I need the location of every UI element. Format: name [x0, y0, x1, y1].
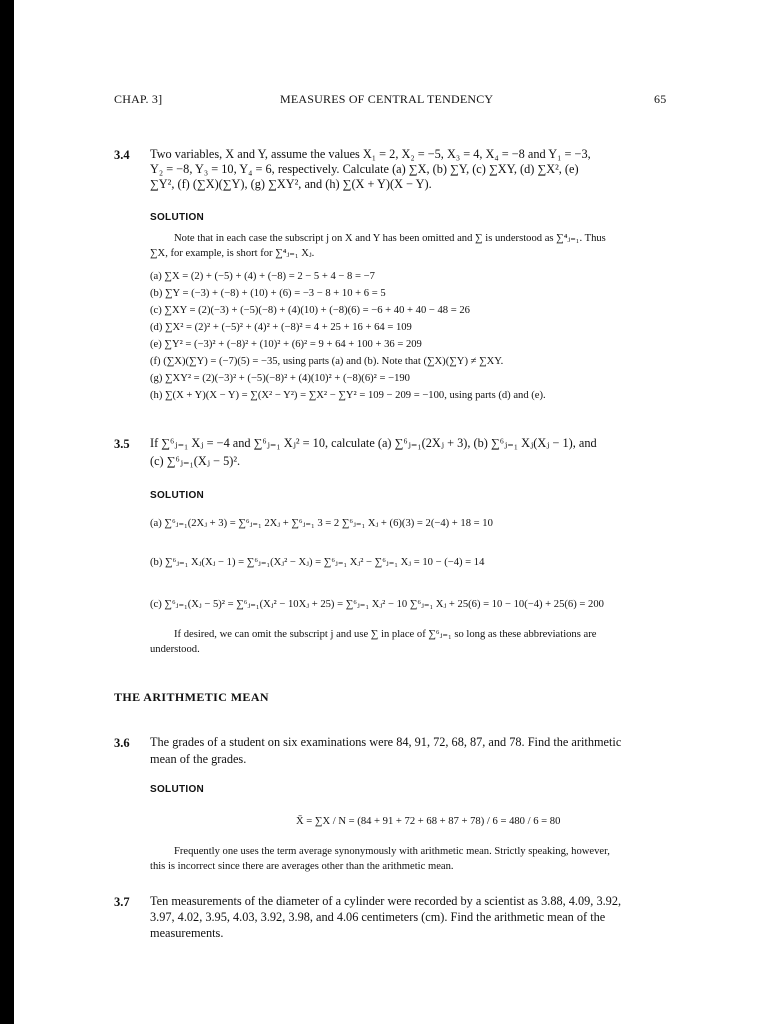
- problem-text-line: Y₂ = −8, Y₃ = 10, Y₄ = 6, respectively. Calculate (a) ∑X, (b) ∑Y, (c) ∑XY, (d) ∑X², (e): [150, 162, 579, 176]
- equation-line: (c) ∑⁶ⱼ₌₁(Xⱼ − 5)² = ∑⁶ⱼ₌₁(Xⱼ² − 10Xⱼ + 25) = ∑⁶ⱼ₌₁ Xⱼ² − 10 ∑⁶ⱼ₌₁ Xⱼ + 25(6) = 10 − 10(−4) + 25(6) = 200: [150, 599, 604, 610]
- problem-text-line: mean of the grades.: [150, 752, 247, 766]
- problem-number: 3.4: [114, 148, 130, 162]
- solution-heading: SOLUTION: [150, 784, 205, 795]
- mean-equation: X̄ = ∑X / N = (84 + 91 + 72 + 68 + 87 + 78) / 6 = 480 / 6 = 80: [296, 816, 561, 827]
- note-line: If desired, we can omit the subscript j and use ∑ in place of ∑⁶ⱼ₌₁ so long as these abbreviations are: [174, 629, 597, 640]
- equation-line: (e) ∑Y² = (−3)² + (−8)² + (10)² + (6)² = 9 + 64 + 100 + 36 = 209: [150, 339, 422, 350]
- solution-heading: SOLUTION: [150, 212, 205, 223]
- page-number: 65: [654, 92, 667, 106]
- note-line: Note that in each case the subscript j on X and Y has been omitted and ∑ is understood as ∑⁴ⱼ₌₁. Thus: [174, 233, 606, 244]
- note-line: this is incorrect since there are averages other than the arithmetic mean.: [150, 861, 454, 872]
- solution-heading: SOLUTION: [150, 490, 205, 501]
- equation-line: (g) ∑XY² = (2)(−3)² + (−5)(−8)² + (4)(10)² + (−8)(6)² = −190: [150, 373, 410, 384]
- equation-line: (a) ∑⁶ⱼ₌₁(2Xⱼ + 3) = ∑⁶ⱼ₌₁ 2Xⱼ + ∑⁶ⱼ₌₁ 3 = 2 ∑⁶ⱼ₌₁ Xⱼ + (6)(3) = 2(−4) + 18 = 10: [150, 518, 493, 529]
- note-line: understood.: [150, 644, 200, 655]
- equation-line: (b) ∑Y = (−3) + (−8) + (10) + (6) = −3 − 8 + 10 + 6 = 5: [150, 288, 386, 299]
- page: [14, 0, 768, 1024]
- problem-text-line: 3.97, 4.02, 3.95, 4.03, 3.92, 3.98, and 4.06 centimeters (cm). Find the arithmetic mean of the: [150, 910, 606, 924]
- problem-text-line: Two variables, X and Y, assume the values X₁ = 2, X₂ = −5, X₃ = 4, X₄ = −8 and Y₁ = −3,: [150, 147, 591, 161]
- problem-number: 3.7: [114, 895, 130, 909]
- note-line: ∑X, for example, is short for ∑⁴ⱼ₌₁ Xⱼ.: [150, 248, 315, 259]
- section-heading: THE ARITHMETIC MEAN: [114, 690, 269, 704]
- equation-line: (c) ∑XY = (2)(−3) + (−5)(−8) + (4)(10) + (−8)(6) = −6 + 40 + 40 − 48 = 26: [150, 305, 470, 316]
- running-title: MEASURES OF CENTRAL TENDENCY: [280, 92, 494, 106]
- equation-line: (b) ∑⁶ⱼ₌₁ Xⱼ(Xⱼ − 1) = ∑⁶ⱼ₌₁(Xⱼ² − Xⱼ) = ∑⁶ⱼ₌₁ Xⱼ² − ∑⁶ⱼ₌₁ Xⱼ = 10 − (−4) = 14: [150, 557, 485, 568]
- problem-text-line: The grades of a student on six examinations were 84, 91, 72, 68, 87, and 78. Find the arithmetic: [150, 735, 622, 749]
- problem-text-line: If ∑⁶ⱼ₌₁ Xⱼ = −4 and ∑⁶ⱼ₌₁ Xⱼ² = 10, calculate (a) ∑⁶ⱼ₌₁(2Xⱼ + 3), (b) ∑⁶ⱼ₌₁ Xⱼ(Xⱼ − 1), and: [150, 436, 597, 450]
- problem-number: 3.5: [114, 437, 130, 451]
- problem-text-line: measurements.: [150, 926, 224, 940]
- note-line: Frequently one uses the term average synonymously with arithmetic mean. Strictly speaking, however,: [174, 846, 610, 857]
- problem-number: 3.6: [114, 736, 130, 750]
- equation-line: (f) (∑X)(∑Y) = (−7)(5) = −35, using parts (a) and (b). Note that (∑X)(∑Y) ≠ ∑XY.: [150, 356, 504, 367]
- problem-text-line: Ten measurements of the diameter of a cylinder were recorded by a scientist as 3.88, 4.09, 3.92,: [150, 894, 622, 908]
- problem-text-line: ∑Y², (f) (∑X)(∑Y), (g) ∑XY², and (h) ∑(X + Y)(X − Y).: [150, 177, 432, 191]
- problem-text-line: (c) ∑⁶ⱼ₌₁(Xⱼ − 5)².: [150, 454, 241, 468]
- running-chapter: CHAP. 3]: [114, 92, 163, 106]
- equation-line: (h) ∑(X + Y)(X − Y) = ∑(X² − Y²) = ∑X² − ∑Y² = 109 − 209 = −100, using parts (d) and (e).: [150, 390, 546, 401]
- equation-line: (a) ∑X = (2) + (−5) + (4) + (−8) = 2 − 5 + 4 − 8 = −7: [150, 271, 375, 282]
- equation-line: (d) ∑X² = (2)² + (−5)² + (4)² + (−8)² = 4 + 25 + 16 + 64 = 109: [150, 322, 412, 333]
